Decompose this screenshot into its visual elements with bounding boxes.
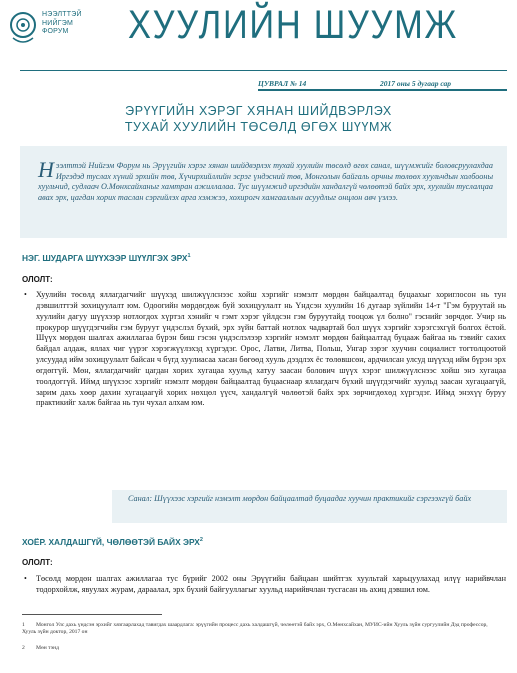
footnote-ref-1: 1 (187, 253, 191, 260)
issue-number: ЦУВРАЛ № 14 (258, 79, 307, 88)
section-heading-2-text: ХОЁР. ХАЛДАШГҮЙ, ЧӨЛӨӨТЭЙ БАЙХ ЭРХ (22, 537, 200, 547)
proposal-text (128, 494, 498, 505)
issue-date: 2017 оны 5 дугаар сар (380, 79, 451, 88)
proposal-body: Шүүхээс хэргийг нэмэлт мөрдөн байцаалтад буцаадаг хуучин практикийг сэргээхгүй байх (154, 494, 472, 503)
section-heading-1 (22, 253, 191, 263)
proposal-label: Санал: (128, 494, 153, 503)
org-name-line: ФОРУМ (42, 28, 69, 35)
document-title (0, 103, 517, 135)
document-title-line: ТУХАЙ ХУУЛИЙН ТӨСӨЛД ӨГӨХ ШҮҮМЖ (124, 120, 393, 134)
section-2-bullet: Төсөлд мөрдөн шалгах ажиллагаа тус бүрийг 2002 оны Эрүүгийн байцаан шийтгэх хуультай харьцуулахад илүү нарийвчлан тодорхойлж, явуулах журам, дараалал, эрх бүхий байгууллагыг хуульд нарийвчлан тусгасан нь ахиц дэвшил юм. (36, 574, 506, 594)
masthead-title: ХУУЛИЙН ШУУМЖ (128, 3, 458, 47)
issue-underline (258, 89, 507, 91)
logo-icon (8, 10, 38, 46)
org-name-line: НИЙГЭМ (42, 19, 73, 27)
header-divider (20, 70, 507, 71)
footnote-1 (22, 622, 492, 637)
footnote-2 (22, 645, 492, 652)
section-1-bullet: Хуулийн төсөлд яллагдагчийг шүүхэд шилжүүлснээс хойш хэргийг нэмэлт мөрдөн байцаалтад буцаахыг хориглосон нь тун дэвшилттэй зохицуулалт юм. Одоогийн мөрдөгдөж буй зохицуулалт нь Үндсэн хуулийн 16 дугаар зүйлийн 14-т "Гэм буруутай нь хуулийн дагуу шүүхээр нотлогдох хүртэл хэнийг ч гэмт хэрэг үйлдсэн гэм буруутайд тооцож үл болно" гэснийг зөрчдөг. Учир нь прокурор шүүгдэгчийн гэм буруут үндэслэл бүхий, эрх зүйн баттай нотлох чадвартай бол шүүх хэргийг хэрэгсэхгүй болгох ёстой. Шүүх мөрдөн шалгах ажиллагаа бүрэн биш гэсэн үндэслэлээр хэргийг нэмэлт мөрдөн байцаалтад буцааж байгаа нь тэвийг сахих байдал алдаж, яллах чиг үүрэг хэрэгжүүлэхэд хүргэдэг. Орос, Латви, Литва, Польш, Унгар зэрэг хуучин социалист тогтолцоотой улсуудад ийм зохицуулалт байсан ч бүгд хуулиасаа хасан бөгөөд хууль дээдлэх ёс төлөвшсөн, ардчилсан улсуд шүүхэд ийм бүрэн эрх өгдөггүй. Мөн, яллагдагчийг цагдан хорих хугацаа хуульд хатуу заасан болович шүүх хэрэг шилжүүлснээс хойш энэ хугацаа тоолдоггүй. Иймд шүүхээс хэргийг нэмэлт мөрдөн байцаалтад буцааснаар яллагдагч бүхий шүүгдэгчийг хуульд заасан хугацаагүй, зарим дахь хөөр дахин хугацаагүй хорих нөхцөл үүсч, хандалгүй чөлөөтэй байх эрх зөрчигдөхөд хүргэдэг. Иймд энэхүү буруу практикийг халж байгаа нь тун чухал алхам юм. (36, 290, 506, 408)
footnote-number: 1 (22, 622, 25, 628)
org-name (42, 11, 82, 37)
document-title-line: ЭРҮҮГИЙН ХЭРЭГ ХЯНАН ШИЙДВЭРЛЭХ (125, 104, 392, 118)
section-heading-2 (22, 537, 203, 547)
footnote-text: Мөн тэнд (36, 645, 59, 651)
org-name-line: НЭЭЛТТЭЙ (42, 11, 82, 18)
bullet-icon: • (24, 290, 27, 299)
intro-dropcap: Н (38, 157, 54, 182)
bullet-icon: • (24, 574, 27, 583)
intro-paragraph (38, 157, 493, 203)
footnote-divider (22, 614, 162, 615)
footnote-ref-2: 2 (199, 537, 203, 544)
intro-text: ээлттэй Нийгэм Форум нь Эрүүгийн хэрэг хянан шийдвэрлэх тухай хуулийн төсөлд өгөх санал, шүүмжийг боловсруулахдаа Иргэдэд туслах хүний эрхийн төв, Хүчирхийллийн эсрэг үндэсний төв, Монголын байгаль орчны төлөөх хуульчдын холбооны хуульчид, судлаач О.Мөнхсайханыг хамтран ажиллалаа. Тус шүүмжид иргэдийн хандалгүй чөлөөтэй байх эрх, хуулийн туслалцаа авах эрх, цагдан хорих таслан сэргийлэх арга хэмжээ, хохирогч хамгааллын асуудлыг онцлон авч үзлээ. (38, 161, 493, 202)
section-2-subheading: ОЛОЛТ: (22, 558, 53, 567)
section-heading-1-text: НЭГ. ШУДАРГА ШҮҮХЭЭР ШҮҮЛГЭХ ЭРХ (22, 253, 188, 263)
footnote-number: 2 (22, 645, 25, 651)
footnote-text: Монгол Улс дахь үндсэн эрхийг хязгаарлахад тавигдах шаардлага: эрүүгийн процесс дахь халдашгүй, чөлөөтэй байх эрх, О.Мөнхсайхан, МУИС-ийн Хууль зүйн сургуулийн Дэд профессор, Хууль зүйн доктор, 2017 он (22, 622, 488, 636)
section-1-subheading: ОЛОЛТ: (22, 275, 53, 284)
